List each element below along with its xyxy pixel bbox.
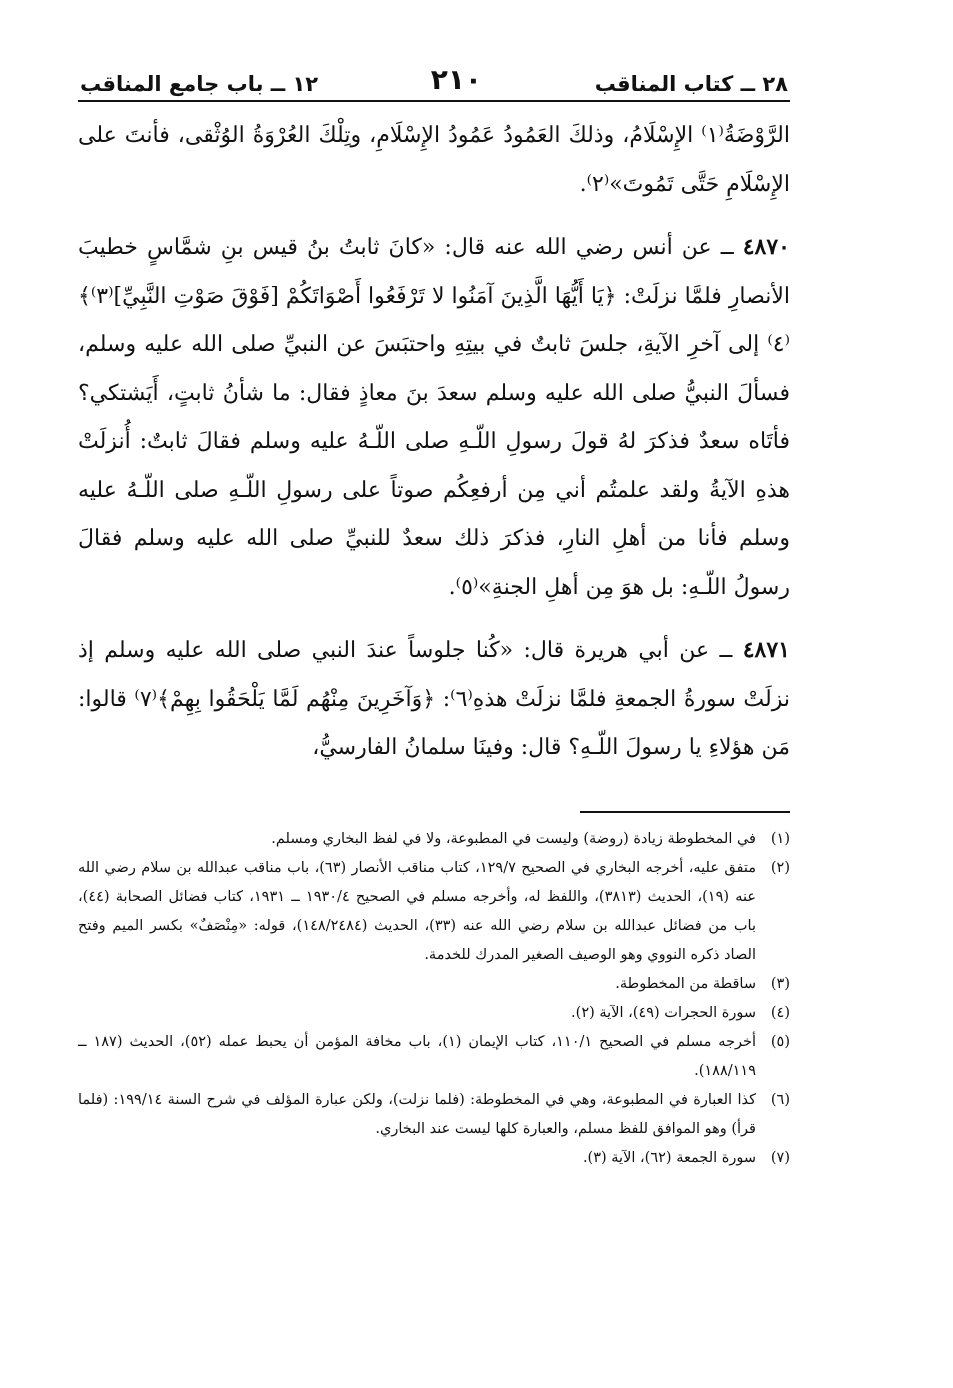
footnote-item bbox=[78, 1028, 790, 1086]
footnote-mark: (٣) bbox=[770, 975, 790, 992]
footnote-mark: (١) bbox=[770, 830, 790, 847]
footnote-text: في المخطوطة زيادة (روضة) وليست في المطبوعة، ولا في لفظ البخاري ومسلم. bbox=[271, 830, 756, 847]
footnote-text: ساقطة من المخطوطة. bbox=[615, 975, 756, 992]
footnote-text: سورة الجمعة (٦٢)، الآية (٣). bbox=[582, 1149, 756, 1166]
footnote-mark: (٧) bbox=[770, 1149, 790, 1166]
paragraph-text: الرَّوْضَةُ⁽١⁾ الإِسْلَامُ، وذلكَ العَمُودُ عَمُودُ الإِسْلَامِ، وتِلْكَ العُرْوَةُ الوُثْقى، فأنتَ على الإِسْلَامِ حَتَّى تَمُوتَ»⁽٢⁾. bbox=[78, 123, 790, 197]
footnote-mark: (٢) bbox=[770, 859, 790, 876]
footnote-item bbox=[78, 999, 790, 1028]
footnote-text: سورة الحجرات (٤٩)، الآية (٢). bbox=[571, 1004, 756, 1021]
paragraph-continuation bbox=[78, 112, 790, 209]
hadith-4871 bbox=[78, 626, 790, 773]
footnote-item bbox=[78, 1086, 790, 1144]
footnote-text: أخرجه مسلم في الصحيح ١١٠/١، كتاب الإيمان (١)، باب مخافة المؤمن أن يحبط عمله (٥٢)، الحديث (١٨٧ ــ ١٨٨/١١٩). bbox=[78, 1033, 757, 1079]
chapter-title: ٢٨ ــ كتاب المناقب bbox=[594, 72, 788, 96]
hadith-number: ٤٨٧٠ bbox=[742, 234, 790, 260]
footnote-item bbox=[78, 970, 790, 999]
footnotes-list bbox=[78, 825, 790, 1173]
hadith-number: ٤٨٧١ bbox=[742, 637, 790, 663]
main-text bbox=[78, 112, 790, 773]
paragraph-text: ــ عن أبي هريرة قال: «كُنا جلوساً عندَ النبي صلى الله عليه وسلم إذ نزلَتْ سورةُ الجمعةِ فلمَّا نزلَتْ هذهِ⁽٦⁾: ﴿وَآخَرِينَ مِنْهُم لَمَّا يَلْحَقُوا بِهِمْ﴾⁽٧⁾ قالوا: مَن هؤلاءِ يا رسولَ اللّـهِ؟ قال: وفينَا سلمانُ الفارسيُّ، bbox=[78, 638, 791, 760]
page-number: ٢١٠ bbox=[430, 63, 483, 96]
section-title: ١٢ ــ باب جامع المناقب bbox=[80, 72, 319, 96]
footnote-mark: (٤) bbox=[770, 1004, 790, 1021]
hadith-4870 bbox=[78, 223, 790, 612]
footnote-item bbox=[78, 854, 790, 970]
book-page bbox=[78, 58, 790, 1173]
footnote-item bbox=[78, 825, 790, 854]
footnote-text: متفق عليه، أخرجه البخاري في الصحيح ١٢٩/٧، كتاب مناقب الأنصار (٦٣)، باب مناقب عبدالله بن سلام رضي الله عنه (١٩)، الحديث (٣٨١٣)، واللفظ له، وأخرجه مسلم في الصحيح ١٩٣٠/٤ ــ ١٩٣١، كتاب فضائل الصحابة (٤٤)، باب من فضائل عبدالله بن سلام رضي الله عنه (٣٣)، الحديث (١٤٨/٢٤٨٤)، قوله: «مِنْصَفٌ» بكسر الميم وفتح الصاد ذكره النووي وهو الوصيف الصغير المدرك للخدمة. bbox=[78, 859, 756, 963]
footnote-text: كذا العبارة في المطبوعة، وهي في المخطوطة: (فلما نزلت)، ولكن عبارة المؤلف في شرح السنة ١٩٩/١٤: (فلما قرأ) وهو الموافق للفظ مسلم، والعبارة كلها ليست عند البخاري. bbox=[78, 1091, 756, 1137]
footnote-divider bbox=[580, 811, 790, 813]
footnote-mark: (٦) bbox=[770, 1091, 790, 1108]
running-header bbox=[78, 58, 790, 102]
paragraph-text: ــ عن أنس رضي الله عنه قال: «كانَ ثابتُ بنُ قيس بنِ شمَّاسٍ خطيبَ الأنصارِ فلمَّا نزلَتْ: ﴿يَا أَيُّهَا الَّذِينَ آمَنُوا لا تَرْفَعُوا أَصْوَاتَكُمْ [فَوْقَ صَوْتِ النَّبِيِّ]⁽٣⁾﴾⁽٤⁾ إلى آخرِ الآيةِ، جلسَ ثابتٌ في بيتِهِ واحتبَسَ عن النبيِّ صلى الله عليه وسلم، فسألَ النبيُّ صلى الله عليه وسلم سعدَ بنَ معاذٍ فقال: ما شأنُ ثابتٍ، أَيَشتكي؟ فأتَاه سعدٌ فذكرَ لهُ قولَ رسولِ اللّـهِ صلى اللّـهُ عليه وسلم فقالَ ثابتٌ: أُنزلَتْ هذهِ الآيةُ ولقد علمتُم أني مِن أرفعِكُم صوتاً على رسولِ اللّـهِ صلى اللّـهُ عليه وسلم فأنا من أهلِ النارِ، فذكرَ ذلك سعدٌ للنبيِّ صلى الله عليه وسلم فقالَ رسولُ اللّـهِ: بل هوَ مِن أهلِ الجنةِ»⁽٥⁾. bbox=[78, 235, 790, 600]
footnote-item bbox=[78, 1144, 790, 1173]
footnote-mark: (٥) bbox=[770, 1033, 790, 1050]
